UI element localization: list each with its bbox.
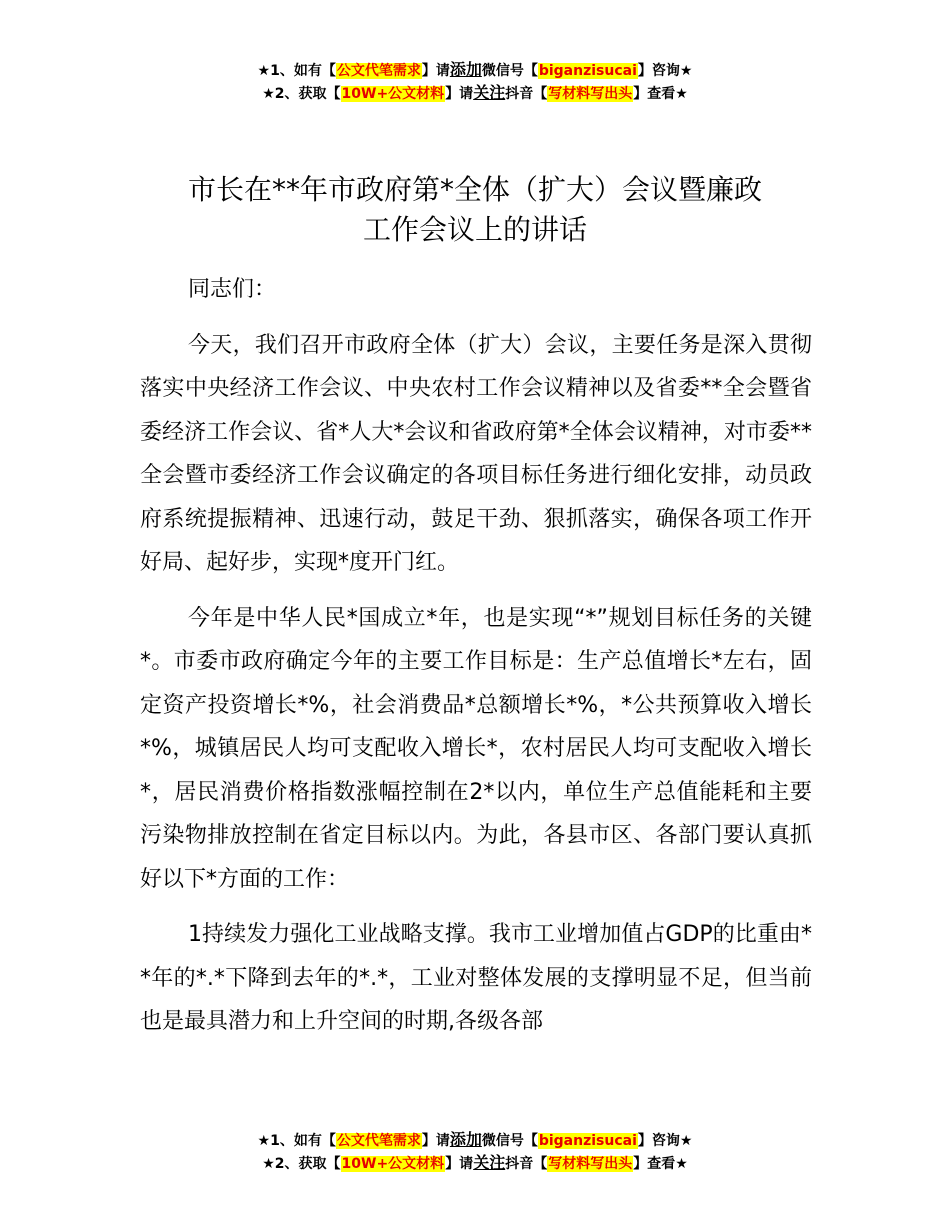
banner-highlight: 公文代笔需求 (336, 1133, 421, 1149)
banner-line-1 (0, 59, 950, 82)
banner-highlight: 公文代笔需求 (336, 63, 421, 79)
document-body (140, 268, 812, 1056)
banner-highlight: 写材料写出头 (548, 1156, 633, 1172)
banner-highlight: 10W+公文材料 (341, 1156, 445, 1172)
banner-wechat-id: biganzisucai (538, 63, 637, 79)
banner-text: 抖音【 (505, 86, 548, 102)
title-line-2: 工作会议上的讲话 (362, 213, 587, 246)
banner-text: 】请 (421, 1133, 450, 1149)
banner-underlined: 关注 (473, 1153, 506, 1172)
body-paragraph: 1持续发力强化工业战略支撑。我市工业增加值占GDP的比重由**年的*.*下降到去年的*.*，工业对整体发展的支撑明显不足，但当前也是最具潜力和上升空间的时期,各级各部 (140, 922, 812, 1034)
banner-text: 微信号【 (481, 63, 538, 79)
body-paragraph: 今年是中华人民*国成立*年，也是实现“*”规划目标任务的关键*。市委市政府确定今年的主要工作目标是：生产总值增长*左右，固定资产投资增长*%，社会消费品*总额增长*%，*公共预算收入增长*%，城镇居民人均可支配收入增长*，农村居民人均可支配收入增长*，居民消费价格指数涨幅控制在2*以内，单位生产总值能耗和主要污染物排放控制在省定目标以内。为此，各县市区、各部门要认真抓好以下*方面的工作： (140, 605, 812, 892)
banner-highlight: 写材料写出头 (548, 86, 633, 102)
banner-underlined: 添加 (449, 1130, 482, 1149)
banner-text: 】查看★ (633, 1156, 688, 1172)
banner-text: 】请 (445, 86, 474, 102)
banner-text: 】请 (445, 1156, 474, 1172)
banner-line-1 (0, 1129, 950, 1152)
banner-highlight: 10W+公文材料 (341, 86, 445, 102)
banner-underlined: 添加 (449, 60, 482, 79)
banner-underlined: 关注 (473, 83, 506, 102)
banner-text: ★2、获取【 (262, 86, 341, 102)
banner-text: 】查看★ (633, 86, 688, 102)
banner-text: ★2、获取【 (262, 1156, 341, 1172)
title-line-1: 市长在**年市政府第*全体（扩大）会议暨廉政 (187, 173, 762, 206)
footer-banner (0, 1129, 950, 1175)
banner-text: ★1、如有【 (257, 63, 336, 79)
banner-text: ★1、如有【 (257, 1133, 336, 1149)
document-title (120, 170, 830, 250)
banner-wechat-id: biganzisucai (538, 1133, 637, 1149)
banner-text: 】请 (421, 63, 450, 79)
body-paragraph: 今天，我们召开市政府全体（扩大）会议，主要任务是深入贯彻落实中央经济工作会议、中央农村工作会议精神以及省委**全会暨省委经济工作会议、省*人大*会议和省政府第*全体会议精神，对市委**全会暨市委经济工作会议确定的各项目标任务进行细化安排，动员政府系统提振精神、迅速行动，鼓足干劲、狠抓落实，确保各项工作开好局、起好步，实现*度开门红。 (140, 332, 812, 575)
header-banner (0, 59, 950, 105)
salutation: 同志们： (188, 277, 277, 302)
banner-text: 微信号【 (481, 1133, 538, 1149)
banner-line-2 (0, 1152, 950, 1175)
banner-line-2 (0, 82, 950, 105)
banner-text: 】咨询★ (637, 1133, 693, 1149)
banner-text: 】咨询★ (637, 63, 693, 79)
banner-text: 抖音【 (505, 1156, 548, 1172)
